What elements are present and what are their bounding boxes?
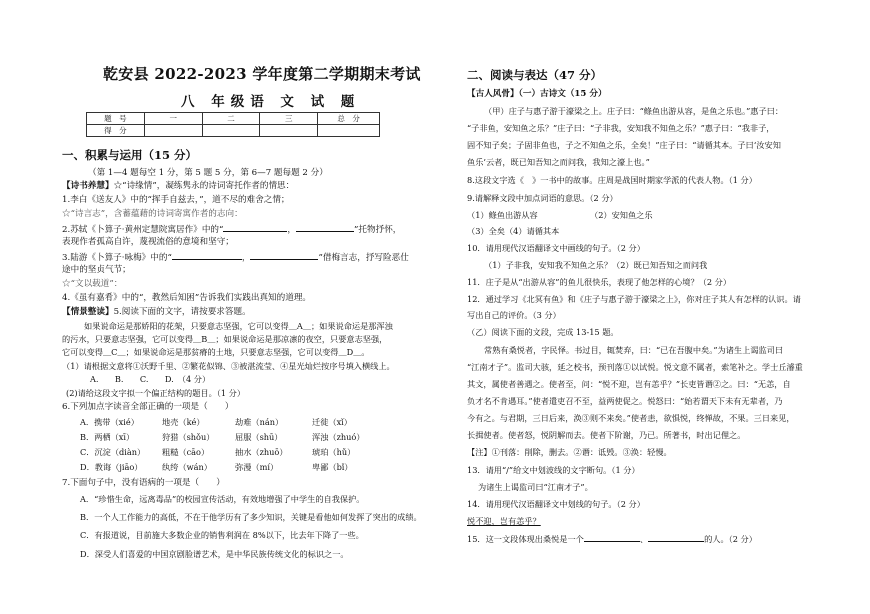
- q15-text: 、: [639, 534, 649, 544]
- question-13: 13．请用“/”给文中划波线的文字断句。（1 分）: [467, 465, 640, 475]
- score-input-cell[interactable]: [202, 125, 260, 137]
- q5-sub-1: （1）请根据文意将①沃野千里、②繁花似锦、③被湛流莹、④星光灿烂按序号填入横线上。: [62, 361, 395, 371]
- q2-text: ”托物抒怀，: [354, 225, 402, 235]
- option-item: 狩猎（shǒu）: [162, 432, 215, 442]
- ancient-poetry-tag: 【古人风骨】（一）古诗文（15 分）: [467, 89, 607, 99]
- task-tag: 【情景整读】: [62, 307, 114, 317]
- q9-item: （1）鲦鱼出游从容: [467, 210, 538, 220]
- option-item: 卑鄙（bǐ）: [312, 462, 353, 472]
- question-8: 8.这段文字选《 》一书中的故事。庄周是战国时期家学派的代表人物。（1 分）: [467, 175, 757, 185]
- question-14: 14．请用现代汉语翻译文中划线的句子。（2 分）: [467, 499, 645, 509]
- question-12-cont: 写出自己的评价。（3 分）: [467, 310, 561, 320]
- option-item: 纨绔（wán）: [162, 462, 212, 472]
- part1-intro: （第 1—4 题每空 1 分，第 5 题 5 分，第 6—7 题每题 2 分）: [88, 168, 328, 178]
- passage-yi-line: 负才名不肯遇耳。”使者遣吏召不至，益两使促之。悦怒曰：“始若谓天下未有无辈者，乃: [467, 396, 783, 406]
- passage-jia-line: 固不知子矣；子固非鱼也，子之不知鱼之乐，全矣！”庄子曰：“请循其本。子曰‘汝安知: [467, 140, 781, 150]
- exam-title: 乾安县 2022-2023 学年度第二学期期末考试: [103, 65, 421, 83]
- option-item: 弥漫（mí）: [235, 462, 279, 472]
- q1-note: ☆“诗言志”，含蓄蕴藉的诗词寄寓作者的志向：: [62, 209, 243, 219]
- passage-yi-line: 长揖使者。使者怒，悦阴解而去。使者下阶谢，乃已。所著书，时出记俚之。: [467, 430, 746, 440]
- q10-items: （1）子非我，安知我不知鱼之乐？（2）既已知吾知之而问我: [484, 260, 708, 270]
- answer-blank[interactable]: [296, 223, 354, 232]
- q9-item: （3）全矣（4）请循其本: [467, 226, 560, 236]
- question-12: 12．通过学习《北冥有鱼》和《庄子与惠子游于濠梁之上》，你对庄子其人有怎样的认识。请: [467, 294, 801, 304]
- option-item: 浑浊（zhuó）: [312, 432, 365, 442]
- q5-sub-2: (2)请给这段文字拟一个偏正结构的题目。（1 分）: [66, 388, 246, 398]
- question-11: 11．庄子是从“出游从容”的鱼儿很快乐，表现了他怎样的心境？（2 分）: [467, 277, 732, 287]
- q7-option-c[interactable]: C．有报道说，目前施大多数企业的销售利润在 8%以下，比去年下降了一些。: [80, 530, 364, 540]
- question-9: 9.请解释文段中加点词语的意思。（2 分）: [467, 193, 618, 203]
- poem-section-line: [62, 181, 294, 192]
- q7-option-d[interactable]: D．深受人们喜爱的中国京剧脸谱艺术，是中华民族传统文化的标识之一。: [80, 549, 349, 559]
- q7-option-a[interactable]: A．“珍惜生命，远离毒品”的校园宣传活动，有效地增强了中学生的自我保护。: [80, 494, 365, 504]
- q2-text: ，: [287, 225, 297, 235]
- question-3-cont: 途中的坚贞气节；: [62, 265, 131, 275]
- q14-sentence: 悦不迎，岂有恙乎？: [467, 516, 541, 526]
- question-2: [62, 223, 401, 236]
- q9-item: （2）安知鱼之乐: [590, 210, 653, 220]
- answer-blank[interactable]: [172, 251, 242, 260]
- q7-option-b[interactable]: B．一个人工作能力的高低，不在于他学历有了多少知识，关键是看他如何发挥了突出的成绩。: [80, 512, 422, 522]
- table-cell: 三: [260, 113, 318, 125]
- option-item: 迁徙（xǐ）: [312, 417, 352, 427]
- q3-text: 3.陆游《卜算子·咏梅》中的“: [62, 253, 172, 263]
- poem-intro: ☆“诗缘情”，凝练隽永的诗词寄托作者的情思：: [113, 181, 295, 191]
- score-input-cell[interactable]: [318, 125, 380, 137]
- q5-passage-line: 的污水，只要意志坚强，它可以变得＿B＿；如果说命运是那凉凛的夜空，只要意志坚强，: [62, 334, 388, 344]
- passage-yi-intro: （乙）阅读下面的文段，完成 13-15 题。: [467, 327, 619, 337]
- question-3: [62, 251, 409, 264]
- q5-sub-1-blanks: A. B. C. D. （4 分）: [90, 374, 211, 384]
- score-input-cell[interactable]: [144, 125, 202, 137]
- passage-jia-line: 鱼乐’云者，既已知吾知之而问我，我知之濠上也。”: [467, 157, 650, 167]
- score-table-score-row: [87, 125, 380, 137]
- section-heading-part2: 二、阅读与表达（47 分）: [467, 68, 603, 82]
- option-item: A．携带（xié）: [80, 417, 139, 427]
- q13-sentence: 为诸生上谒监司曰“江南才子”。: [478, 482, 593, 492]
- poem-tag: 【诗书养慧】: [62, 181, 114, 191]
- q5-passage-line: 它可以变得＿C＿；如果说命运是那贫瘠的土地，只要意志坚强，它可以变得＿D＿。: [62, 347, 370, 357]
- answer-blank[interactable]: [648, 533, 704, 542]
- answer-blank[interactable]: [584, 533, 640, 542]
- option-item: B．两栖（xī）: [80, 432, 135, 442]
- q3-text: ，: [241, 253, 251, 263]
- score-table: [86, 112, 380, 137]
- table-cell: 二: [202, 113, 260, 125]
- option-item: 粗糙（cāo）: [162, 447, 210, 457]
- exam-subtitle: 八 年级语 文 试 题: [181, 94, 361, 110]
- q3-text: ”借梅言志，抒写险恶仕: [318, 253, 409, 263]
- passage-yi-line: 今有之。与君期，三日后来，涣③则不来矣。”使者恚，欲惧悦，终惮故，不果。三日来见，: [467, 413, 795, 423]
- q15-text: 15．这一文段体现出桑悦是一个: [467, 534, 584, 544]
- score-table-header-row: [87, 113, 380, 125]
- question-5-heading: [62, 307, 251, 318]
- question-7: 7.下面句子中，没有语病的一项是（ ）: [62, 478, 225, 488]
- option-item: 劫难（nán）: [235, 417, 284, 427]
- passage-yi-line: “江南才子”。监司大骇，延之校书，预刊落①以试悦。悦文意不属者，索笔补之。学士丘濬重: [467, 362, 803, 372]
- q5-intro: 5.阅读下面的文字，请按要求答题。: [113, 307, 251, 317]
- option-item: 屈服（shū）: [235, 432, 283, 442]
- q5-passage-line: 如果说命运是那娇阳的花架，只要意志坚强，它可以变得＿A＿；如果说命运是那浑浊: [84, 321, 393, 331]
- table-cell: 一: [144, 113, 202, 125]
- passage-jia-line: “子非鱼，安知鱼之乐？”庄子曰：“子非我，安知我不知鱼之乐？”惠子曰：“我非子，: [467, 123, 775, 133]
- option-item: 琥珀（hǔ）: [312, 447, 356, 457]
- score-input-cell[interactable]: [260, 125, 318, 137]
- section-heading-part1: 一、积累与运用（15 分）: [62, 148, 198, 162]
- passage-yi-line: 其文，属使者善遇之。使者至，问：“悦不迎，岂有恙乎？”长吏皆谮②之。曰：“无恙，自: [467, 379, 791, 389]
- passage-jia-line: （甲）庄子与惠子游于濠梁之上。庄子曰：“鲦鱼出游从容，是鱼之乐也。”惠子曰：: [484, 106, 784, 116]
- question-6: 6.下列加点字读音全部正确的一项是（ ）: [62, 402, 234, 412]
- option-item: C．沉淀（diàn）: [80, 447, 146, 457]
- passage-yi-note: 【注】①刊落：削除，删去。②谮：诋毁。③涣：轻慢。: [467, 447, 672, 457]
- option-item: 地壳（ké）: [162, 417, 205, 427]
- question-10: 10．请用现代汉语翻译文中画线的句子。（2 分）: [467, 243, 645, 253]
- table-cell: 总 分: [318, 113, 380, 125]
- question-4: 4.《虽有嘉肴》中的“，教然后知困”告诉我们实践出真知的道理。: [62, 293, 312, 303]
- table-cell: 得 分: [87, 125, 145, 137]
- q15-text: 的人。（2 分）: [704, 534, 757, 544]
- q3-note: ☆“文以载道”：: [62, 279, 123, 289]
- q2-text: 2.苏轼《卜算子·黄州定慧院寓居作》中的“: [62, 225, 224, 235]
- answer-blank[interactable]: [250, 251, 318, 260]
- passage-yi-line: 常熟有桑悦者，字民怿。书过目，辄焚弃，曰：“已在吾腹中矣。”为诸生上谒监司曰: [484, 345, 784, 355]
- option-item: 抽水（zhuō）: [235, 447, 288, 457]
- question-1: 1.李白《送友人》中的“挥手自兹去，”，道不尽的难舍之情；: [62, 195, 290, 205]
- table-cell: 题 号: [87, 113, 145, 125]
- question-15: [467, 533, 757, 545]
- answer-blank[interactable]: [223, 223, 287, 232]
- question-2-cont: 表现作者孤高自许，蔑视流俗的意境和坚守；: [62, 237, 234, 247]
- option-item: D．教诲（jiāo）: [80, 462, 143, 472]
